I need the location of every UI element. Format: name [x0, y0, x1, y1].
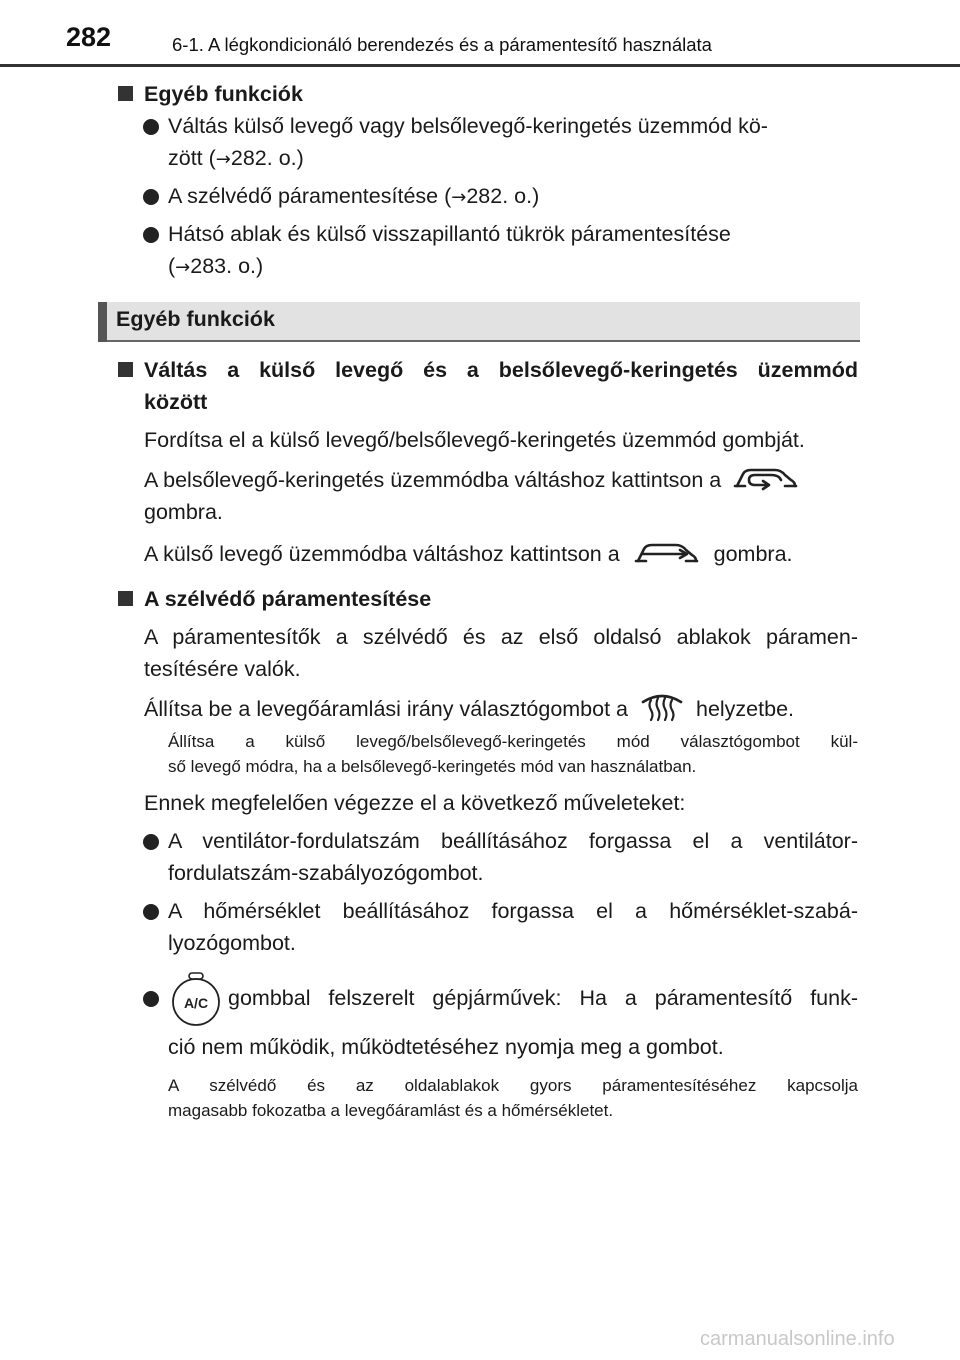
chapter-title: 6-1. A légkondicionáló berendezés és a páramentesítő használata — [172, 34, 712, 55]
section-bar — [98, 302, 860, 342]
defog-note: Állítsa a külső levegő/belsőlevegő-keringetés mód választógombot kül- ső levegő módra, ha a belsőlevegő-keringetés mód van használatban. — [168, 731, 858, 776]
air-mode-outside-paragraph: A külső levegő üzemmódba váltáshoz kattintson a gombra. — [118, 538, 858, 570]
round-bullet-icon — [143, 834, 159, 850]
page-reference-link[interactable]: 282. o.) — [230, 146, 304, 170]
list-item: A/C gombbal felszerelt gépjárművek: Ha a páramentesítő funk- ció nem működik, működtetéséhez nyomja meg a gombot. — [118, 969, 858, 1063]
defog-heading: A szélvédő páramentesítése — [118, 583, 858, 615]
square-bullet-icon — [118, 86, 133, 101]
page-content — [118, 76, 858, 1123]
page-number: 282 — [66, 22, 112, 52]
section-title: Egyéb funkciók — [116, 307, 275, 331]
watermark: carmanualsonline.info — [700, 1328, 895, 1350]
arrow-right-icon: → — [175, 257, 191, 278]
page-header — [0, 0, 960, 70]
page-reference-link[interactable]: 283. o.) — [190, 254, 264, 278]
page-reference-link[interactable]: 282. o.) — [466, 184, 540, 208]
list-item: A hőmérséklet beállításához forgassa el a hőmérséklet-szabá- lyozógombot. — [118, 895, 858, 959]
ac-button-icon — [170, 969, 222, 1027]
air-mode-heading: Váltás a külső levegő és a belsőlevegő-keringetés üzemmód között — [118, 354, 858, 418]
arrow-right-icon: → — [215, 149, 231, 170]
list-item: A szélvédő páramentesítése (→282. o.) — [118, 180, 858, 214]
square-bullet-icon — [118, 591, 133, 606]
top-heading: Egyéb funkciók — [118, 78, 858, 110]
list-item: A ventilátor-fordulatszám beállításához forgassa el a ventilátor- fordulatszám-szabályozógombot. — [118, 825, 858, 889]
air-mode-recirc-paragraph: A belsőlevegő-keringetés üzemmódba váltáshoz kattintson a gombra. — [118, 464, 858, 528]
round-bullet-icon — [143, 227, 159, 243]
recirculation-icon — [733, 460, 799, 496]
round-bullet-icon — [143, 991, 159, 1007]
ac-button-label: A/C — [183, 994, 209, 1011]
defog-paragraph: A páramentesítők a szélvédő és az első oldalsó ablakok páramen- tesítésére valók. — [144, 624, 858, 681]
windshield-defrost-icon — [640, 688, 684, 724]
list-item: Hátsó ablak és külső visszapillantó tükrök páramentesítése (→283. o.) — [118, 218, 858, 284]
header-rule — [0, 64, 960, 67]
defog-quick-note: A szélvédő és az oldalablakok gyors páramentesítéséhez kapcsolja magasabb fokozatba a levegőáramlást és a hőmérsékletet. — [168, 1075, 858, 1120]
air-mode-paragraph: Fordítsa el a külső levegő/belsőlevegő-keringetés üzemmód gombját. — [144, 428, 805, 452]
arrow-right-icon: → — [451, 187, 467, 208]
list-item: Váltás külső levegő vagy belsőlevegő-keringetés üzemmód kö- zött (→282. o.) — [118, 110, 858, 176]
round-bullet-icon — [143, 189, 159, 205]
defog-selector-paragraph: Állítsa be a levegőáramlási irány választógombot a helyzetbe. — [118, 693, 858, 725]
outside-air-icon — [634, 537, 700, 571]
round-bullet-icon — [143, 119, 159, 135]
section-bar-accent — [98, 302, 107, 342]
defog-steps-intro: Ennek megfelelően végezze el a következő műveleteket: — [144, 790, 686, 815]
square-bullet-icon — [118, 362, 133, 377]
round-bullet-icon — [143, 904, 159, 920]
